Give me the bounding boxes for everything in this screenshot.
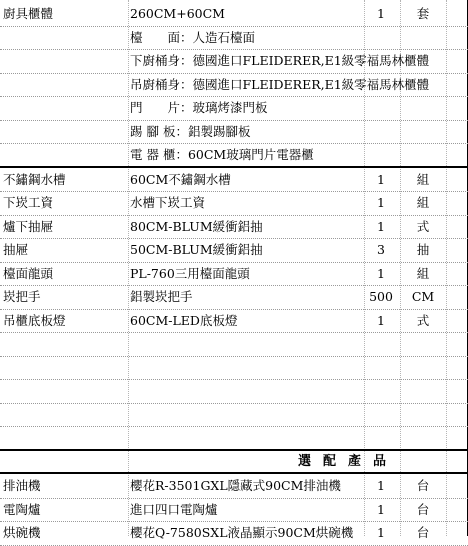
item-name: 烘碗機 [3, 525, 41, 540]
item-unit: CM [411, 289, 435, 304]
table-row [0, 216, 468, 240]
item-qty: 1 [377, 501, 385, 517]
item-unit: 套 [416, 6, 430, 21]
item-spec: 檯 面：人造石檯面 [130, 29, 256, 45]
table-row [0, 50, 468, 74]
table-row [0, 475, 468, 499]
item-qty: 1 [377, 6, 385, 21]
item-unit: 台 [416, 501, 430, 517]
table-row [0, 27, 468, 51]
item-qty: 1 [377, 195, 385, 210]
table-row [0, 286, 468, 310]
item-spec: 60CM-LED底板燈 [130, 312, 238, 328]
item-qty: 1 [377, 218, 385, 234]
item-name [3, 97, 127, 119]
table-row [0, 499, 468, 523]
item-spec: 踢 腳 板：鋁製踢腳板 [130, 123, 251, 139]
table-row [0, 263, 468, 287]
item-name [3, 74, 127, 96]
table-row [0, 97, 468, 121]
table-row [0, 427, 468, 451]
table-row [0, 192, 468, 216]
table-row [0, 3, 468, 27]
item-spec: 50CM-BLUM緩衝鋁抽 [130, 242, 263, 257]
item-unit: 式 [416, 312, 430, 328]
item-unit: 抽 [416, 242, 430, 257]
item-name: 電陶爐 [3, 501, 41, 517]
item-spec: 鋁製崁把手 [130, 289, 193, 304]
item-spec: 水槽下崁工資 [130, 195, 206, 210]
item-spec: 260CM+60CM [130, 6, 225, 21]
item-name: 崁把手 [3, 289, 41, 304]
item-unit: 式 [416, 218, 430, 234]
table-row [0, 144, 468, 168]
item-spec: 60CM不鏽鋼水槽 [130, 171, 231, 187]
item-spec: 進口四口電陶爐 [130, 501, 218, 517]
item-qty: 500 [369, 289, 393, 304]
item-qty: 3 [377, 242, 385, 257]
table-row [0, 380, 468, 404]
item-name: 檯面龍頭 [3, 265, 54, 281]
table-row [0, 451, 468, 475]
section-title: 選配產品 [298, 453, 399, 469]
item-spec: 80CM-BLUM緩衝鋁抽 [130, 218, 263, 234]
item-name [3, 121, 127, 143]
item-spec: 下廚桶身：德國進口FLEIDERER,E1級零福馬林櫃體 [130, 53, 430, 68]
table-row [0, 239, 468, 263]
item-spec: 櫻花Q-7580SXL液晶顯示90CM烘碗機 [130, 525, 354, 540]
table-row [0, 169, 468, 193]
item-name: 不鏽鋼水槽 [3, 171, 66, 187]
item-spec: 吊廚桶身：德國進口FLEIDERER,E1級零福馬林櫃體 [130, 76, 430, 92]
item-unit: 組 [416, 265, 430, 281]
item-qty: 1 [377, 478, 385, 493]
item-spec: PL-760三用檯面龍頭 [130, 265, 250, 281]
table-row [0, 74, 468, 98]
table-row [0, 121, 468, 145]
item-name: 廚具櫃體 [3, 6, 54, 21]
item-spec: 門 片：玻璃烤漆門板 [130, 100, 268, 115]
item-name [3, 144, 127, 166]
item-spec: 櫻花R-3501GXL隱藏式90CM排油機 [130, 478, 341, 493]
item-name: 下崁工資 [3, 195, 54, 210]
item-qty: 1 [377, 265, 385, 281]
table-row [0, 357, 468, 381]
item-name: 爐下抽屜 [3, 218, 54, 234]
item-name: 排油機 [3, 478, 41, 493]
item-name [3, 50, 127, 72]
item-qty: 1 [377, 312, 385, 328]
item-qty: 1 [377, 525, 385, 540]
table-row [0, 333, 468, 357]
item-name [3, 27, 127, 49]
item-spec: 電 器 櫃：60CM玻璃門片電器櫃 [130, 147, 314, 162]
item-unit: 台 [416, 478, 430, 493]
table-row [0, 310, 468, 334]
table-row [0, 404, 468, 428]
item-unit: 組 [416, 195, 430, 210]
item-name: 抽屜 [3, 242, 29, 257]
item-name: 吊櫃底板燈 [3, 312, 66, 328]
item-unit: 組 [416, 171, 430, 187]
item-qty: 1 [377, 171, 385, 187]
item-unit: 台 [416, 525, 430, 540]
table-row [0, 522, 468, 546]
